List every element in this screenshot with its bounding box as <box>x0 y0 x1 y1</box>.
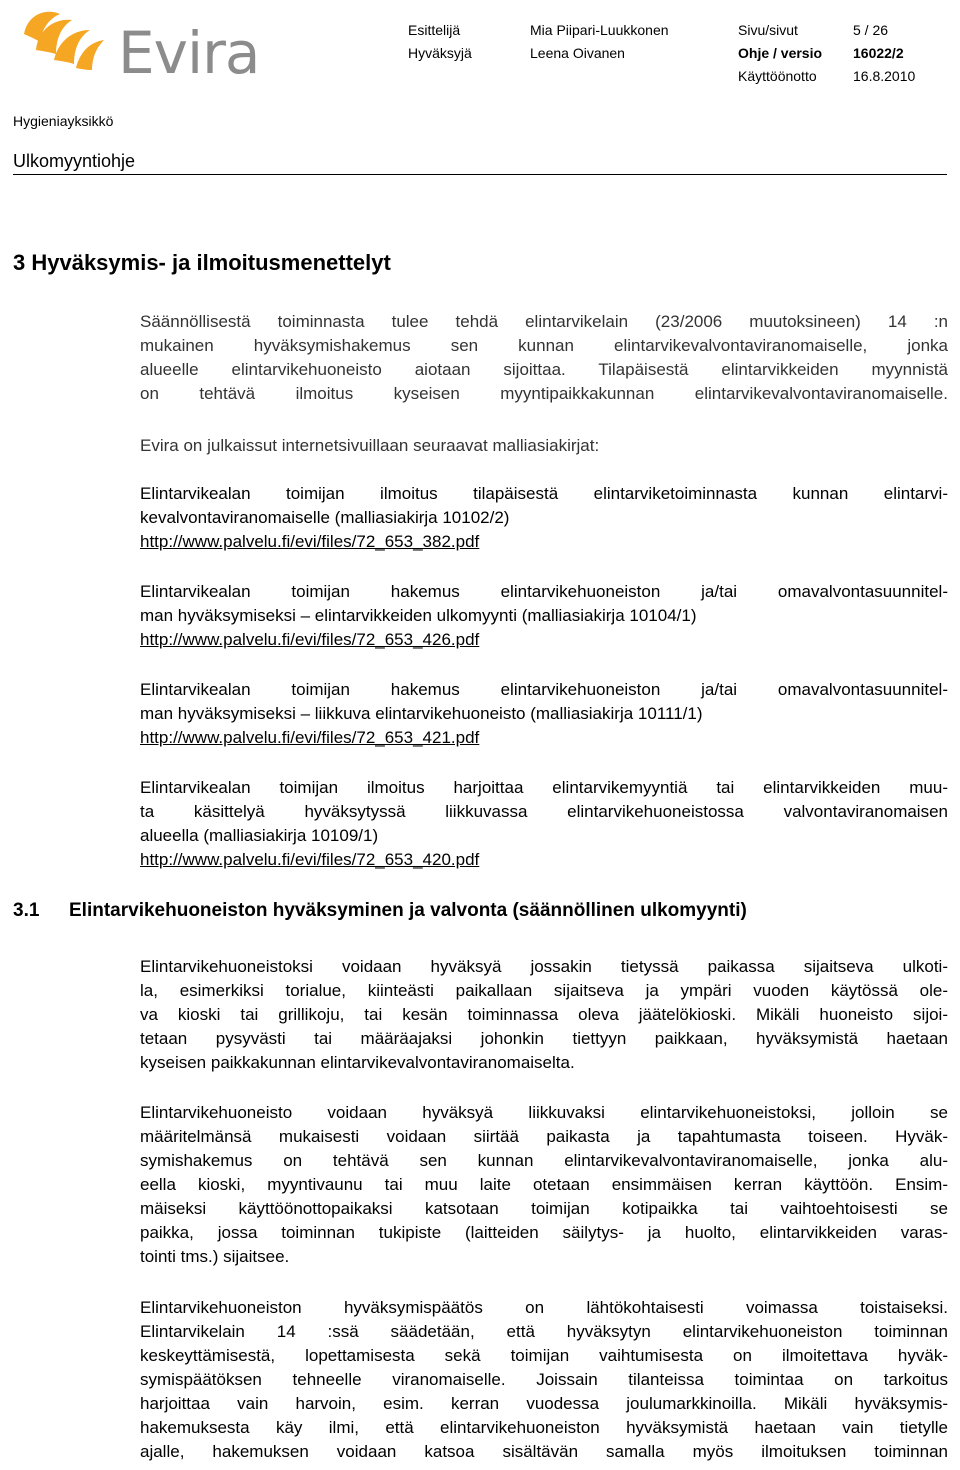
text-line: Elintarvikehuoneistoksi voidaan hyväksyä jossakin tietyssä paikassa sijaitseva ulkoti- <box>140 957 948 976</box>
header-label-pages: Sivu/sivut <box>738 22 798 38</box>
text-line: keskeyttämisestä, lopettamisesta sekä toimijan vaihtumisesta on ilmoitettava hyväk- <box>140 1346 948 1365</box>
text-line: hakemuksesta käy ilmi, että elintarvikehuoneiston hyväksymistä haetaan vain tietylle <box>140 1418 948 1437</box>
text-line: mäiseksi käyttöönottopaikaksi katsotaan toimijan kotipaikka tai vaihtoehtoisesti se <box>140 1199 948 1218</box>
text-line: Elintarvikelain 14 :ssä säädetään, että hyväksytyn elintarvikehuoneiston toiminnan <box>140 1322 948 1341</box>
logo-wordmark: Evira <box>118 19 260 87</box>
department-name: Hygieniayksikkö <box>13 113 114 129</box>
template-link-2[interactable]: http://www.palvelu.fi/evi/files/72_653_426.pdf <box>140 630 480 649</box>
text-line: eella kioski, myyntivaunu tai muu laite otetaan ensimmäisen kerran käyttöön. Ensim- <box>140 1175 948 1194</box>
templates-intro <box>140 434 948 458</box>
text-line: ajalle, hakemuksen voidaan katsoa sisältävän samalla myös ilmoituksen toiminnan <box>140 1442 948 1461</box>
section-3-1-heading <box>13 900 747 922</box>
template-item-1 <box>140 482 948 554</box>
header-value-version: 16022/2 <box>853 45 904 61</box>
header-label-effective: Käyttöönotto <box>738 68 817 84</box>
text-line: kevalvontaviranomaiselle (malliasiakirja 10102/2) <box>140 508 510 527</box>
text-line: man hyväksymiseksi – elintarvikkeiden ulkomyynti (malliasiakirja 10104/1) <box>140 606 697 625</box>
text-line: Elintarvikehuoneiston hyväksymispäätös on lähtökohtaisesti voimassa toistaiseksi. <box>140 1298 948 1317</box>
text-line: on tehtävä ilmoitus kyseisen myyntipaikkakunnan elintarvikevalvontaviranomaiselle. <box>140 384 948 403</box>
text-line: tointi tms.) sijaitsee. <box>140 1247 290 1266</box>
text-line: harjoittaa vain harvoin, esim. kerran vuodessa joulumarkkinoilla. Mikäli hyväksymis- <box>140 1394 948 1413</box>
text-line: Säännöllisestä toiminnasta tulee tehdä elintarvikelain (23/2006 muutoksineen) 14 :n <box>140 312 948 331</box>
text-line: mukainen hyväksymishakemus sen kunnan elintarvikevalvontaviranomaiselle, jonka <box>140 336 948 355</box>
template-link-3[interactable]: http://www.palvelu.fi/evi/files/72_653_421.pdf <box>140 728 480 747</box>
text-line: Elintarvikealan toimijan hakemus elintarvikehuoneiston ja/tai omavalvontasuunnitel- <box>140 680 948 699</box>
section-3-1-paragraph-3 <box>140 1296 948 1464</box>
text-line: Elintarvikealan toimijan ilmoitus harjoittaa elintarvikemyyntiä tai elintarvikkeiden muu- <box>140 778 948 797</box>
template-item-4 <box>140 776 948 872</box>
text-line: va kioski tai grillikoju, tai kesän toiminnassa oleva jäätelökioski. Mikäli huoneisto sijoi- <box>140 1005 948 1024</box>
header-divider <box>13 174 947 175</box>
header-value-presenter: Mia Piipari-Luukkonen <box>530 22 669 38</box>
section-3-1-title: Elintarvikehuoneiston hyväksyminen ja valvonta (säännöllinen ulkomyynti) <box>69 900 747 921</box>
text-line: man hyväksymiseksi – liikkuva elintarvikehuoneisto (malliasiakirja 10111/1) <box>140 704 703 723</box>
text-line: la, esimerkiksi torialue, kiinteästi paikallaan sijaitseva ja ympäri vuoden käytössä ole- <box>140 981 948 1000</box>
text-line: symishakemus on tehtävä sen kunnan elintarvikevalvontaviranomaiselle, jonka alu- <box>140 1151 948 1170</box>
text-line: alueelle elintarvikehuoneisto aiotaan sijoittaa. Tilapäisestä elintarvikkeiden myynnistä <box>140 360 948 379</box>
text-line: Evira on julkaissut internetsivuillaan seuraavat malliasiakirjat: <box>140 436 600 455</box>
header-label-approver: Hyväksyjä <box>408 45 472 61</box>
header-value-approver: Leena Oivanen <box>530 45 625 61</box>
text-line: Elintarvikealan toimijan hakemus elintarvikehuoneiston ja/tai omavalvontasuunnitel- <box>140 582 948 601</box>
text-line: ta käsittelyä hyväksytyssä liikkuvassa elintarvikehuoneistossa valvontaviranomaisen <box>140 802 948 821</box>
section-3-1-paragraph-1 <box>140 955 948 1075</box>
document-title: Ulkomyyntiohje <box>13 151 136 171</box>
text-line: paikka, jossa toiminnan tukipiste (laitteiden säilytys- ja huolto, elintarvikkeiden varas- <box>140 1223 948 1242</box>
header-label-version: Ohje / versio <box>738 45 823 61</box>
section-3-intro <box>140 310 948 406</box>
header-label-presenter: Esittelijä <box>408 22 461 38</box>
text-line: määritelmänsä mukaisesti voidaan siirtää paikasta ja tapahtumasta toiseen. Hyväk- <box>140 1127 948 1146</box>
text-line: tetaan pysyvästi tai määräajaksi johonkin tiettyyn paikkaan, hyväksymistä haetaan <box>140 1029 948 1048</box>
section-3-1-paragraph-2 <box>140 1101 948 1269</box>
section-3-1-number: 3.1 <box>13 900 40 921</box>
section-3-heading: 3 Hyväksymis- ja ilmoitusmenettelyt <box>13 250 391 275</box>
template-item-2 <box>140 580 948 652</box>
text-line: alueella (malliasiakirja 10109/1) <box>140 826 379 845</box>
header-value-effective: 16.8.2010 <box>853 68 916 84</box>
text-line: symispäätöksen tehneelle viranomaiselle. Joissain tilanteissa toimintaa on tarkoitus <box>140 1370 948 1389</box>
text-line: Elintarvikealan toimijan ilmoitus tilapäisestä elintarviketoiminnasta kunnan elintarvi- <box>140 484 948 503</box>
text-line: Elintarvikehuoneisto voidaan hyväksyä liikkuvaksi elintarvikehuoneistoksi, jolloin se <box>140 1103 948 1122</box>
template-link-1[interactable]: http://www.palvelu.fi/evi/files/72_653_382.pdf <box>140 532 480 551</box>
template-item-3 <box>140 678 948 750</box>
evira-logo <box>16 4 286 87</box>
template-link-4[interactable]: http://www.palvelu.fi/evi/files/72_653_420.pdf <box>140 850 480 869</box>
header-value-pages: 5 / 26 <box>853 22 889 38</box>
text-line: kyseisen paikkakunnan elintarvikevalvontaviranomaiselta. <box>140 1053 575 1072</box>
